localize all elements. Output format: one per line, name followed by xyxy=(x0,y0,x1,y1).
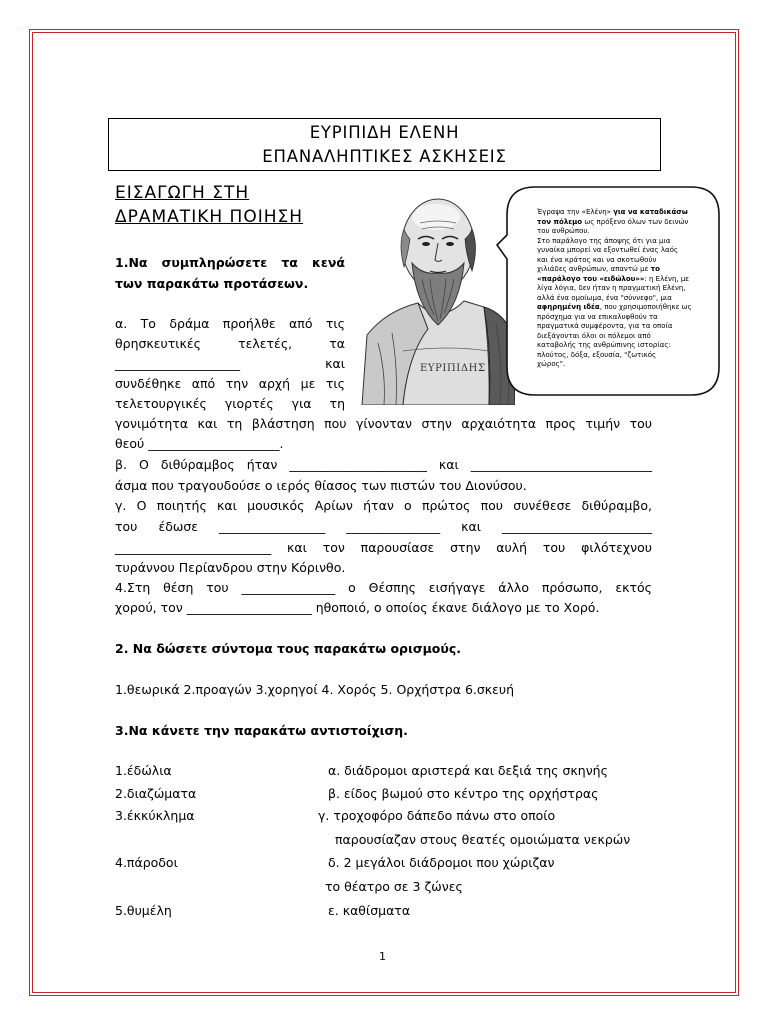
bubble-text: Έγραψα την «Ελένη» xyxy=(537,208,614,216)
bubble-line: του ανθρώπου. xyxy=(537,227,590,235)
match-definition: ε. καθίσματα xyxy=(328,903,411,918)
bubble-line: γυναίκα μπορεί να εξοντωθεί ένας λαός xyxy=(537,246,678,254)
bubble-emphasis: «παράλογο του «ειδώλου»» xyxy=(537,274,645,283)
bust-inscription: ΕΥΡΙΠΙΔΗΣ xyxy=(420,363,486,374)
exercise1-line: γ. Ο ποιητής και μουσικός Αρίων ήταν ο πρώτος που συνέθεσε διθύραμβο, xyxy=(115,498,652,513)
bubble-line: και ένα κράτος και να σκοτωθούν xyxy=(537,255,657,264)
bubble-emphasis: αφηρημένη ιδέα xyxy=(537,303,600,311)
bubble-line xyxy=(537,208,692,218)
bubble-line: λίγα λόγια, δεν ήταν η πραγματική Ελένη, xyxy=(537,284,686,292)
bubble-emphasis: για να καταδικάσω xyxy=(613,208,688,216)
subtitle-line: ΕΠΑΝΑΛΗΠΤΙΚΕΣ ΑΣΚΗΣΕΙΣ xyxy=(262,147,507,166)
bubble-line: πρόσχημα για να επικαλυφθούν τα xyxy=(537,312,658,321)
bubble-line xyxy=(537,265,692,275)
bubble-line xyxy=(537,303,692,313)
exercise3-instruction: 3.Να κάνετε την παρακάτω αντιστοίχιση. xyxy=(115,723,408,738)
bubble-line xyxy=(537,275,692,285)
exercise1-line: β. Ο διθύραμβος ήταν ______________________ και _____________________________ xyxy=(115,457,652,472)
bubble-text: ως πρόξενο όλων των δεινών xyxy=(582,217,689,226)
exercise1-line: α. Το δράμα προήλθε από τις xyxy=(115,316,345,331)
bubble-line: χώρος". xyxy=(537,360,566,368)
exercise2-instruction: 2. Να δώσετε σύντομα τους παρακάτω ορισμούς. xyxy=(115,641,461,656)
exercise1-line: τυράννου Περίανδρου στην Κόρινθο. xyxy=(115,560,346,575)
exercise1-line: τελετουργικές γιορτές για τη xyxy=(115,396,345,411)
section-heading-line: ΔΡΑΜΑΤΙΚΗ ΠΟΙΗΣΗ xyxy=(115,207,304,227)
euripides-bust-illustration xyxy=(358,183,515,405)
match-definition: γ. τροχοφόρο δάπεδο πάνω στο οποίο xyxy=(318,808,556,823)
bubble-line: πραγματικά συμφέροντα, για τα οποία xyxy=(537,322,673,330)
bust-left-eye xyxy=(422,242,430,246)
match-definition: β. είδος βωμού στο κέντρο της ορχήστρας xyxy=(328,786,599,801)
match-definition: δ. 2 μεγάλοι διάδρομοι που χώριζαν xyxy=(328,855,555,870)
title-box xyxy=(108,118,661,171)
exercise1-line: άσμα που τραγουδούσε ο ιερός θίασος των πιστών του Διονύσου. xyxy=(115,478,527,493)
bust-right-eye xyxy=(446,242,454,246)
match-term: 2.διαζώματα xyxy=(115,786,197,801)
bubble-emphasis: το xyxy=(650,265,660,273)
exercise1-line: ____________________ και xyxy=(115,356,345,371)
exercise1-line: 4.Στη θέση του _______________ ο Θέσπης εισήγαγε άλλο πρόσωπο, εκτός xyxy=(115,580,652,595)
bubble-line xyxy=(537,218,692,228)
title-line: ΕΥΡΙΠΙΔΗ ΕΛΕΝΗ xyxy=(309,123,460,142)
match-definition-continued: το θέατρο σε 3 ζώνες xyxy=(325,879,463,894)
speech-bubble-text xyxy=(537,208,692,370)
exercise1-instruction: των παρακάτω προτάσεων. xyxy=(115,276,309,291)
bubble-line: πλούτος, δόξα, εξουσία, "ζωτικός xyxy=(537,350,657,359)
exercise1-line: του έδωσε _________________ _______________ και ________________________ xyxy=(115,519,652,534)
exercise1-line: θεού _____________________. xyxy=(115,436,284,451)
exercise1-line: γονιμότητα και τη βλάστηση που γίνονταν στην αρχαιότητα προς τιμήν του xyxy=(115,416,652,431)
exercise1-line: θρησκευτικές τελετές, τα xyxy=(115,336,345,351)
bubble-text: χιλιάδες ανθρώπων, απαντώ με xyxy=(537,265,651,273)
bubble-line: διεξάγονται όλοι οι πόλεμοι από xyxy=(537,331,651,340)
exercise2-terms: 1.θεωρικά 2.προαγών 3.χορηγοί 4. Χορός 5. Ορχήστρα 6.σκευή xyxy=(115,682,515,697)
exercise1-line: χορού, τον ____________________ ηθοποιό, ο οποίος έκανε διάλογο με το Χορό. xyxy=(115,600,600,615)
exercise1-line: _________________________ και τον παρουσίασε στην αυλή του φιλότεχνου xyxy=(115,540,652,555)
exercise1-line: συνδέθηκε από την αρχή με τις xyxy=(115,376,345,391)
bubble-text: : η Ελένη, με xyxy=(644,274,690,283)
bust-bald-highlight xyxy=(412,204,460,230)
section-heading-line: ΕΙΣΑΓΩΓΗ ΣΤΗ xyxy=(115,183,250,203)
match-term: 5.θυμέλη xyxy=(115,903,172,918)
bubble-emphasis: τον πόλεμο xyxy=(537,217,583,226)
match-term: 4.πάροδοι xyxy=(115,855,178,870)
bubble-line: αλλά ένα ομοίωμα, ένα "σύννεφο", μια xyxy=(537,293,672,302)
exercise1-instruction: 1.Να συμπληρώσετε τα κενά xyxy=(115,255,345,270)
bubble-line: καταβολής της ανθρώπινης ιστορίας: xyxy=(537,341,671,349)
page-number: 1 xyxy=(379,950,386,963)
bubble-text: , που χρησιμοποιήθηκε ως xyxy=(599,303,692,311)
match-definition: α. διάδρομοι αριστερά και δεξιά της σκηνής xyxy=(328,763,608,778)
bubble-line: Στο παράλογο της άποψης ότι για μια xyxy=(537,236,671,245)
match-term: 3.έκκύκλημα xyxy=(115,808,195,823)
match-definition-continued: παρουσίαζαν στους θεατές ομοιώματα νεκρών xyxy=(335,832,631,847)
match-term: 1.έδώλια xyxy=(115,763,172,778)
